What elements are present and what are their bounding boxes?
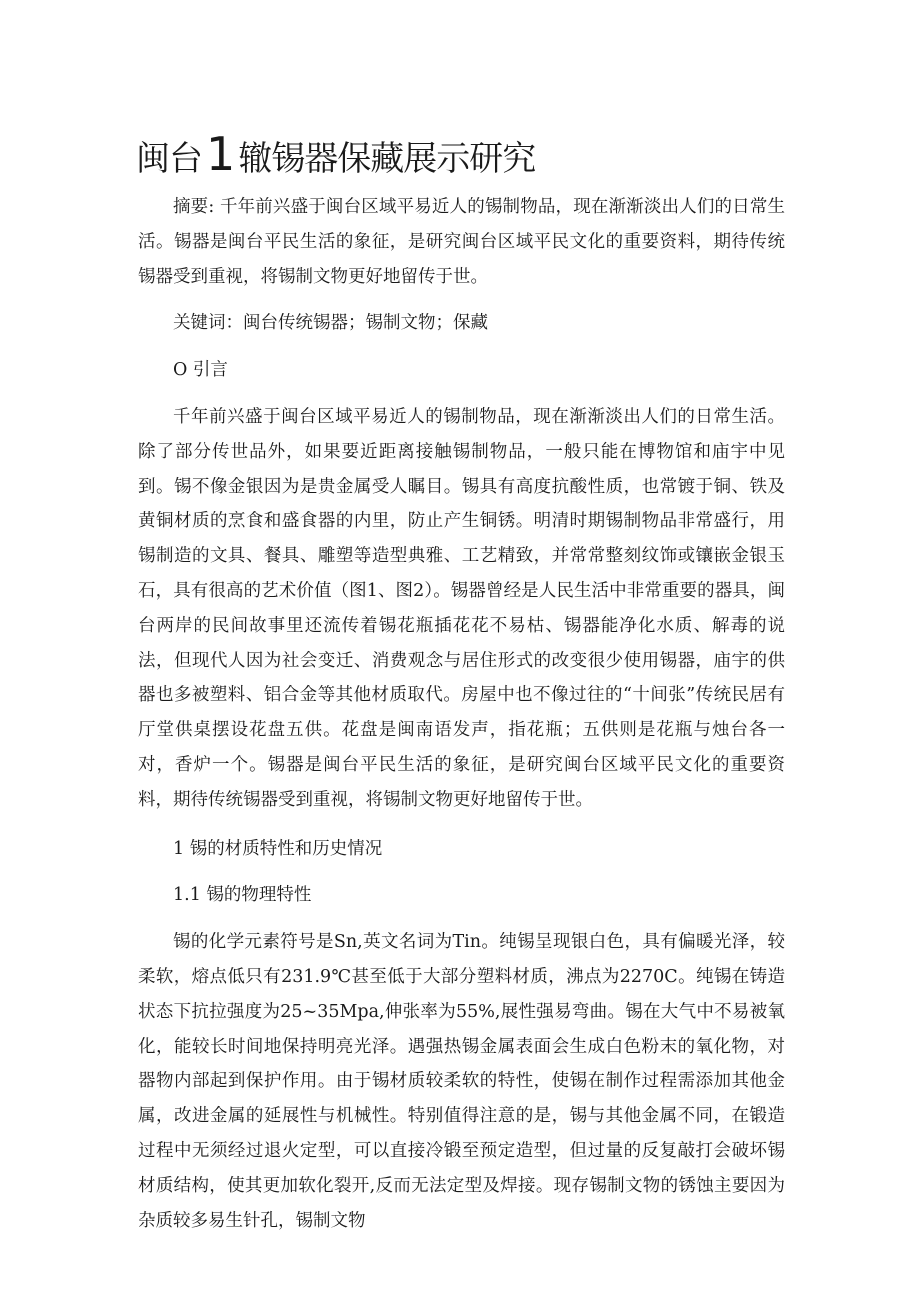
- title-prefix: 闽台: [136, 139, 202, 179]
- section-heading-intro: O 引言: [173, 360, 228, 381]
- title-number: 1: [206, 127, 235, 181]
- article-title: [136, 124, 535, 189]
- title-suffix: 辙锡器保藏展示研究: [238, 139, 536, 179]
- section-heading-1-1: 1.1 锡的物理特性: [173, 885, 312, 906]
- physics-paragraph: 锡的化学元素符号是Sn,英文名词为Tin。纯锡呈现银白色，具有偏暖光泽，较柔软，熔点低只有231.9℃甚至低于大部分塑料材质，沸点为2270C。纯锡在铸造状态下抗拉强度为25~35Mpa,伸张率为55%,展性强易弯曲。锡在大气中不易被氧化，能较长时间地保持明亮光泽。遇强热锡金属表面会生成白色粉末的氧化物，对器物内部起到保护作用。由于锡材质较柔软的特性，使锡在制作过程需添加其他金属，改进金属的延展性与机械性。特别值得注意的是，锡与其他金属不同，在锻造过程中无须经过退火定型，可以直接冷锻至预定造型，但过量的反复敲打会破坏锡材质结构，使其更加软化裂开,反而无法定型及焊接。现存锡制文物的锈蚀主要因为杂质较多易生针孔，锡制文物: [138, 932, 785, 1231]
- abstract-paragraph: 摘要: 千年前兴盛于闽台区域平易近人的锡制物品，现在渐渐淡出人们的日常生活。锡器是闽台平民生活的象征，是研究闽台区域平民文化的重要资料，期待传统锡器受到重视，将锡制文物更好地留传于世。: [138, 197, 785, 287]
- keywords-line: 关键词：闽台传统锡器；锡制文物；保藏: [173, 313, 488, 334]
- section-heading-1: 1 锡的材质特性和历史情况: [173, 838, 383, 859]
- intro-paragraph: 千年前兴盛于闽台区域平易近人的锡制物品，现在渐渐淡出人们的日常生活。除了部分传世品外，如果要近距离接触锡制物品，一般只能在博物馆和庙宇中见到。锡不像金银因为是贵金属受人瞩目。锡具有高度抗酸性质，也常镀于铜、铁及黄铜材质的烹食和盛食器的内里，防止产生铜锈。明清时期锡制物品非常盛行，用锡制造的文具、餐具、雕塑等造型典雅、工艺精致，并常常整刻纹饰或镶嵌金银玉石，具有很高的艺术价值（图1、图2）。锡器曾经是人民生活中非常重要的器具，闽台两岸的民间故事里还流传着锡花瓶插花花不易枯、锡器能净化水质、解毒的说法，但现代人因为社会变迁、消费观念与居住形式的改变很少使用锡器，庙宇的供器也多被塑料、铝合金等其他材质取代。房屋中也不像过往的“十间张”传统民居有厅堂供桌摆设花盘五供。花盘是闽南语发声，指花瓶；五供则是花瓶与烛台各一对，香炉一个。锡器是闽台平民生活的象征，是研究闽台区域平民文化的重要资料，期待传统锡器受到重视，将锡制文物更好地留传于世。: [138, 406, 785, 810]
- article-body: [138, 190, 785, 1238]
